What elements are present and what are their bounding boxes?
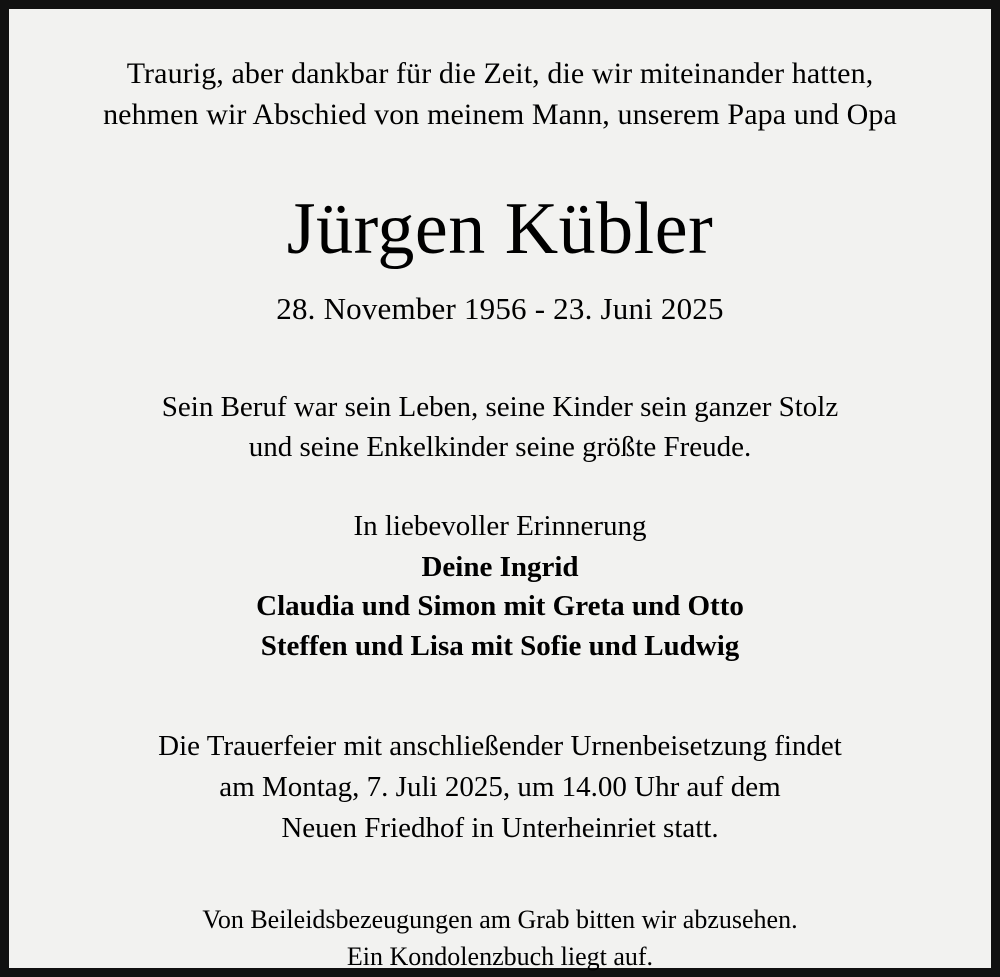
verse-line-2: und seine Enkelkinder seine größte Freude. [248, 431, 752, 464]
footer-line-2: Ein Kondolenzbuch liegt auf. [346, 941, 654, 971]
condolence-note [49, 902, 951, 976]
footer-line-1: Von Beileidsbezeugungen am Grab bitten wir abzusehen. [202, 904, 798, 934]
family-line-1: Deine Ingrid [421, 550, 579, 583]
service-line-3: Neuen Friedhof in Unterheinriet statt. [281, 812, 719, 845]
memorial-verse [49, 387, 951, 468]
life-dates: 28. November 1956 - 23. Juni 2025 [276, 290, 724, 326]
intro-text [49, 53, 951, 135]
family-names [49, 548, 951, 666]
intro-line-2: nehmen wir Abschied von meinem Mann, unserem Papa und Opa [103, 98, 897, 132]
service-line-2: am Montag, 7. Juli 2025, um 14.00 Uhr auf dem [219, 771, 781, 804]
verse-line-1: Sein Beruf war sein Leben, seine Kinder sein ganzer Stolz [161, 390, 839, 423]
family-line-3: Steffen und Lisa mit Sofie und Ludwig [260, 629, 740, 662]
service-line-1: Die Trauerfeier mit anschließender Urnenbeisetzung findet [158, 730, 842, 763]
family-line-2: Claudia und Simon mit Greta und Otto [256, 590, 744, 623]
intro-line-1: Traurig, aber dankbar für die Zeit, die wir miteinander hatten, [126, 57, 874, 90]
deceased-name: Jürgen Kübler [286, 188, 714, 271]
funeral-service-details [49, 726, 951, 850]
memory-intro-text: In liebevoller Erinnerung [353, 509, 647, 542]
